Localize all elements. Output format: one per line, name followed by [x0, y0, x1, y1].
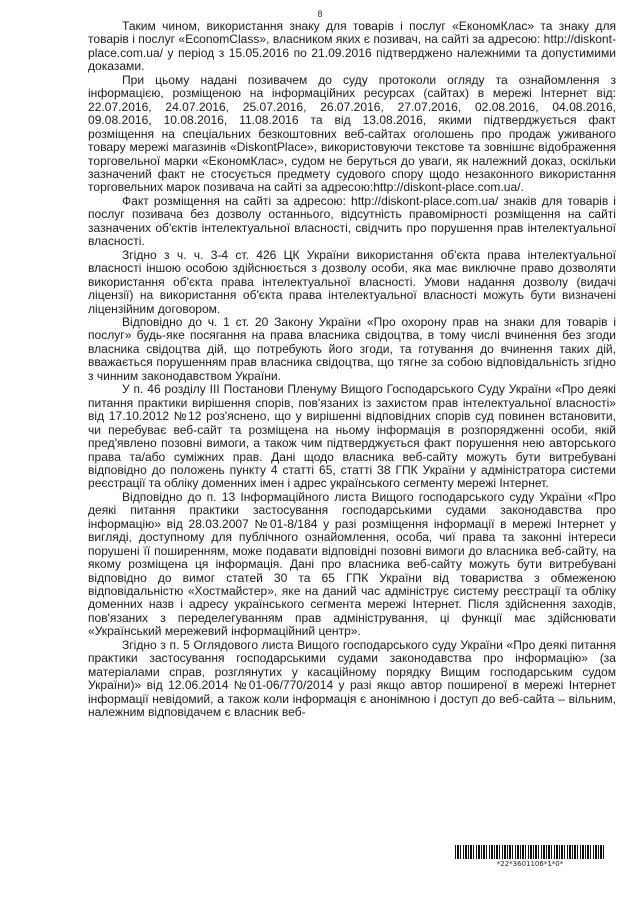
paragraph: При цьому надані позивачем до суду протоколи огляду та ознайомлення з інформацією, розміщеною на інформаційних ресурсах (сайтах) в мережі Інтернет від: 22.07.2016, 24.07.2016, 25.07.2016, 26.07.2016, 27.07.2016, 02.08.2016, 04.08.2016, 09.08.2016, 10.08.2016, 11.08.2016 та від 13.08.2016, якими підтверджується факт розміщення на спеціальних безкоштовних веб-сайтах оголошень про продаж уживаного товару мережі магазинів «DiskontPlace», використовуючи текстове та зовнішнє відображення торговельної марки «ЕкономКлас», судом не беруться до уваги, як належний доказ, оскільки зазначений факт не стосується предмету судового спору щодо незаконного використання торговельних марок позивача на сайті за адресою:http://diskont-place.com.ua/.	[88, 72, 616, 195]
paragraph: Відповідно до п. 13 Інформаційного листа Вищого господарського суду України «Про деякі питання практики застосування господарськими судами законодавства про інформацію» від 28.03.2007 №01-8/184 у разі розміщення інформації в мережі Інтернет у вигляді, доступному для публічного ознайомлення, особа, чиї права та законні інтереси порушені її поширенням, може подавати відповідні позовні вимоги до власника веб-сайту, на якому розміщена ця інформація. Дані про власника веб-сайту можуть бути витребувані відповідно до вимог статей 30 та 65 ГПК України від товариства з обмеженою відповідальністю «Хостмайстер», яке на даний час адмініструє систему реєстрації та обліку доменних назв і адресу українського сегмента мережі Інтернет. Після здійснення заходів, пов'язаних з переделегуванням прав адміністрування, ці функції має здійснювати «Український мережевий інформаційний центр».	[88, 489, 616, 639]
paragraph: Факт розміщення на сайті за адресою: http://diskont-place.com.ua/ знаків для товарів і послуг позивача без дозволу останнього, відсутність правомірності розміщення на сайті зазначених об'єктів інтелектуальної власності, свідчить про порушення прав інтелектуальної власності.	[88, 193, 616, 249]
paragraph: У п. 46 розділу III Постанови Пленуму Вищого Господарського Суду України «Про деякі питання практики вирішення спорів, пов'язаних із захистом прав інтелектуальної власності» від 17.10.2012 №12 роз'яснено, що у вирішенні відповідних спорів суд повинен встановити, чи перебуває веб-сайт та розміщена на ньому інформація в розпорядженні особи, якій пред'явлено позовні вимоги, а також чим підтверджується факт порушення нею авторського права та/або суміжних прав. Дані щодо власника веб-сайту можуть бути витребувані відповідно до положень пункту 4 статті 65, статті 38 ГПК України у адміністратора системи реєстрації та обліку доменних імен і адрес українського сегменту мережі Інтернет.	[88, 382, 616, 491]
barcode	[455, 845, 605, 868]
paragraph: Згідно з ч. ч. 3-4 ст. 426 ЦК України використання об'єкта права інтелектуальної власності іншою особою здійснюється з дозволу особи, яка має виключне право дозволяти використання об'єкта права інтелектуальної власності. Умови надання дозволу (видачі ліцензії) на використання об'єкта права інтелектуальної власності можуть бути визначені ліцензійним договором.	[88, 247, 616, 316]
paragraph: Згідно з п. 5 Оглядового листа Вищого господарського суду України «Про деякі питання практики застосування господарськими судами законодавства про інформацію» (за матеріалами справ, розглянутих у касаційному порядку Вищим господарським судом України)» від 12.06.2014 №01-06/770/2014 у разі якщо автор поширеної в мережі Інтернет інформації невідомий, а також коли інформація є анонімною і доступ до веб-сайта – вільним, належним відповідачем є власник веб-	[88, 637, 616, 720]
page-number: 8	[317, 9, 323, 19]
barcode-text: *22*3601106*1*0*	[496, 860, 564, 868]
paragraph: Відповідно до ч. 1 ст. 20 Закону України «Про охорону прав на знаки для товарів і послуг» будь-яке посягання на права власника свідоцтва, в тому числі вчинення без згоди власника свідоцтва дій, що потребують його згоди, та готування до вчинення таких дій, вважається порушенням прав власника свідоцтва, що тягне за собою відповідальність згідно з чинним законодавством України.	[88, 314, 616, 383]
paragraph: Таким чином, використання знаку для товарів і послуг «ЕкономКлас» та знаку для товарів і послуг «EconomClass», власником яких є позивач, на сайті за адресою: http://diskont-place.com.ua/ у період з 15.05.2016 по 21.09.2016 підтверджено належними та допустимими доказами.	[88, 19, 616, 74]
barcode-bars	[455, 845, 605, 859]
document-body	[88, 20, 616, 720]
